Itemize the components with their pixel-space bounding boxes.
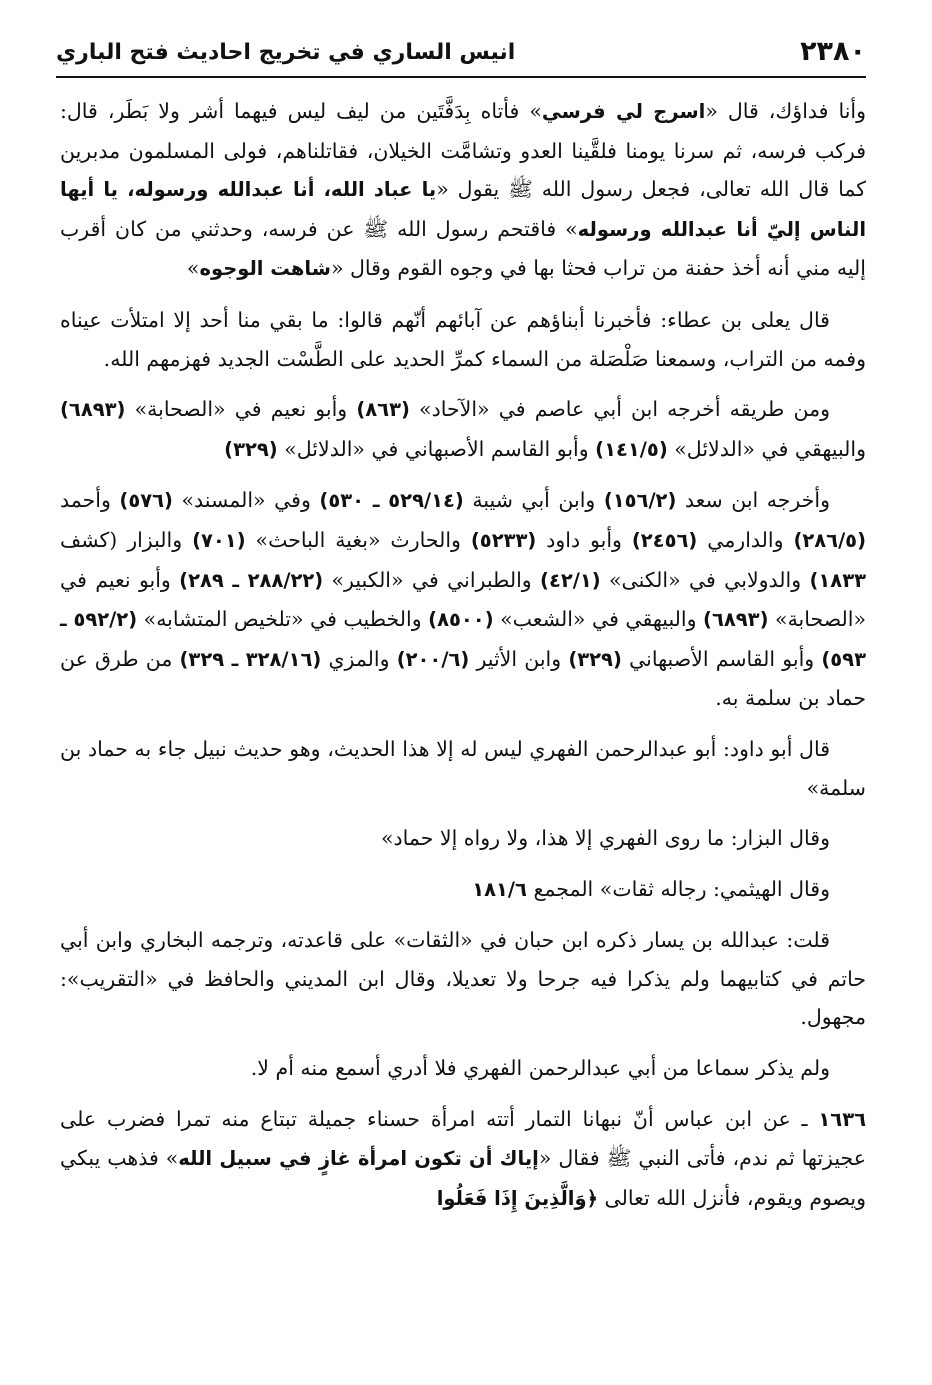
bold-text-segment: (١٤١/٥) (595, 437, 668, 461)
paragraph-p6 (60, 819, 866, 858)
bold-text-segment: (٢٤٥٦) (631, 528, 698, 552)
bold-text-segment: ﴿وَالَّذِينَ إِذَا فَعَلُوا (436, 1186, 599, 1210)
bold-text-segment: (٣٢٩) (568, 647, 622, 671)
bold-text-segment: شاهت الوجوه (199, 257, 331, 281)
running-title: انيس الساري في تخريج احاديث فتح الباري (56, 40, 516, 65)
bold-text-segment: إياك أن تكون امرأة غازٍ في سبيل الله (178, 1147, 539, 1171)
paragraph-p8 (60, 921, 866, 1037)
bold-text-segment: (٥٢٣٣) (470, 528, 537, 552)
text-segment: وأبو داود (536, 527, 632, 552)
text-segment: » (186, 256, 200, 281)
bold-text-segment: ١٦٣٦ (818, 1107, 866, 1131)
bold-text-segment: (٢٨٨/٢٢ ـ ٢٨٩) (179, 568, 324, 592)
text-segment: قال أبو داود: أبو عبدالرحمن الفهري ليس له إلا هذا الحديث، وهو حديث نبيل جاء به حماد بن سلمة» (60, 736, 866, 800)
text-segment: قلت: عبدالله بن يسار ذكره ابن حبان في «الثقات» على قاعدته، وترجمه البخاري وابن أبي حاتم في كتابيهما ولم يذكرا فيه جرحا ولا تعديلا، وقال ابن المديني والحافظ في «التقريب»: مجهول. (60, 928, 866, 1030)
text-segment: والدولابي في «الكنى» (600, 567, 810, 592)
page-header (56, 34, 866, 74)
paragraph-p5 (60, 730, 866, 807)
text-segment: والمزي (321, 646, 397, 671)
text-segment: ـ عن ابن عباس أنّ نبهانا التمار أتته امرأة حسناء جميلة تبتاع منه تمرا فضرب على عجيزتها ثم ندم، فأتى النبي ﷺ فقال « (60, 1106, 866, 1171)
bold-text-segment: ١٨١/٦ (472, 877, 527, 901)
bold-text-segment: يا عباد الله، أنا عبدالله ورسوله، يا أيها الناس إليّ أنا عبدالله ورسوله (60, 178, 867, 241)
bold-text-segment: ١٨٣٣) (809, 568, 866, 592)
paragraph-p3 (60, 390, 866, 469)
text-segment: وفي «المسند» (172, 488, 320, 513)
paragraph-p4 (60, 481, 866, 718)
page-number: ٢٣٨٠ (800, 36, 866, 67)
text-segment: ولم يذكر سماعا من أبي عبدالرحمن الفهري فلا أدري أسمع منه أم لا. (250, 1056, 830, 1081)
header-divider (56, 76, 866, 78)
paragraph-p1 (60, 92, 866, 289)
text-segment: والبزار (كشف (60, 527, 193, 552)
bold-text-segment: (٥٢٩/١٤ ـ ٥٣٠) (319, 489, 464, 513)
text-segment: » فذهب يبكي ويصوم ويقوم، فأنزل الله تعالى (60, 1146, 866, 1210)
bold-text-segment: (١٥٦/٢) (603, 489, 677, 513)
text-segment: والبيهقي في «الشعب» (493, 607, 704, 632)
text-segment: قال يعلى بن عطاء: فأخبرنا أبناؤهم عن آبائهم أنّهم قالوا: ما بقي منا أحد إلا امتلأت عيناه وفمه من التراب، وسمعنا صَلْصَلة من السماء كمرِّ الحديد على الطَّسْت الجديد فهزمهم الله. (60, 307, 866, 371)
bold-text-segment: (٧٠١) (192, 528, 246, 552)
text-segment: وابن الأثير (469, 646, 569, 671)
bold-text-segment: (٥٧٦) (119, 489, 173, 513)
bold-text-segment: (٤٢/١) (540, 568, 601, 592)
text-segment: وابن أبي شيبة (463, 488, 604, 513)
text-segment: والبيهقي في «الدلائل» (667, 436, 866, 461)
text-segment: والدارمي (697, 527, 794, 552)
text-segment: والخطيب في «تلخيص المتشابه» (137, 607, 429, 632)
text-segment: وقال الهيثمي: رجاله ثقات» المجمع (526, 876, 830, 901)
bold-text-segment: (٦٨٩٣) (60, 398, 126, 422)
paragraph-p7 (60, 870, 866, 910)
body-text (60, 92, 866, 1372)
bold-text-segment: (٢٨٦/٥) (793, 528, 867, 552)
text-segment: وأخرجه ابن سعد (676, 488, 830, 513)
text-segment: وأبو القاسم الأصبهاني في «الدلائل» (277, 436, 596, 461)
text-segment: وأبو القاسم الأصبهاني (621, 646, 822, 671)
paragraph-p9 (60, 1049, 866, 1088)
bold-text-segment: (٣٢٨/١٦ ـ ٣٢٩) (179, 647, 322, 671)
bold-text-segment: (٣٢٩) (224, 437, 278, 461)
bold-text-segment: (٢٠٠/٦) (396, 647, 470, 671)
text-segment: وأبو نعيم في «الصحابة» (125, 397, 357, 422)
bold-text-segment: اسرج لي فرسي (541, 100, 706, 123)
text-segment: » فاقتحم رسول الله ﷺ عن فرسه، وحدثني من كان أقرب إليه مني أنه أخذ حفنة من تراب فحثا بها في وجوه القوم وقال « (60, 216, 866, 281)
paragraph-p10 (60, 1100, 866, 1219)
text-segment: وأحمد (60, 488, 120, 513)
text-segment: ومن طريقه أخرجه ابن أبي عاصم في «الآحاد» (409, 397, 830, 422)
paragraph-p2 (60, 301, 866, 378)
text-segment: وأنا فداؤك، قال « (705, 99, 866, 123)
text-segment: » فأتاه بِدَفَّتَين من ليف ليس فيهما أشر ولا بَطَر، قال: فركب فرسه، ثم سرنا يومنا فلقَّينا العدو وتشامَّت الخيلان، فقاتلناهم، فولى المسلمون مدبرين كما قال الله تعالى، فجعل رسول الله ﷺ يقول « (60, 99, 866, 202)
text-segment: والحارث «بغية الباحث» (245, 527, 471, 552)
bold-text-segment: (٨٦٣) (356, 398, 410, 422)
text-segment: وأبو نعيم في «الصحابة» (60, 567, 867, 632)
bold-text-segment: (٨٥٠٠) (428, 608, 494, 632)
bold-text-segment: (٥٩٢/٢ ـ ٥٩٣) (60, 608, 866, 671)
text-segment: والطبراني في «الكبير» (323, 567, 541, 592)
bold-text-segment: (٦٨٩٣) (703, 608, 769, 632)
text-segment: وقال البزار: ما روى الفهري إلا هذا، ولا رواه إلا حماد» (380, 826, 830, 851)
text-segment: من طرق عن حماد بن سلمة به. (60, 646, 866, 711)
